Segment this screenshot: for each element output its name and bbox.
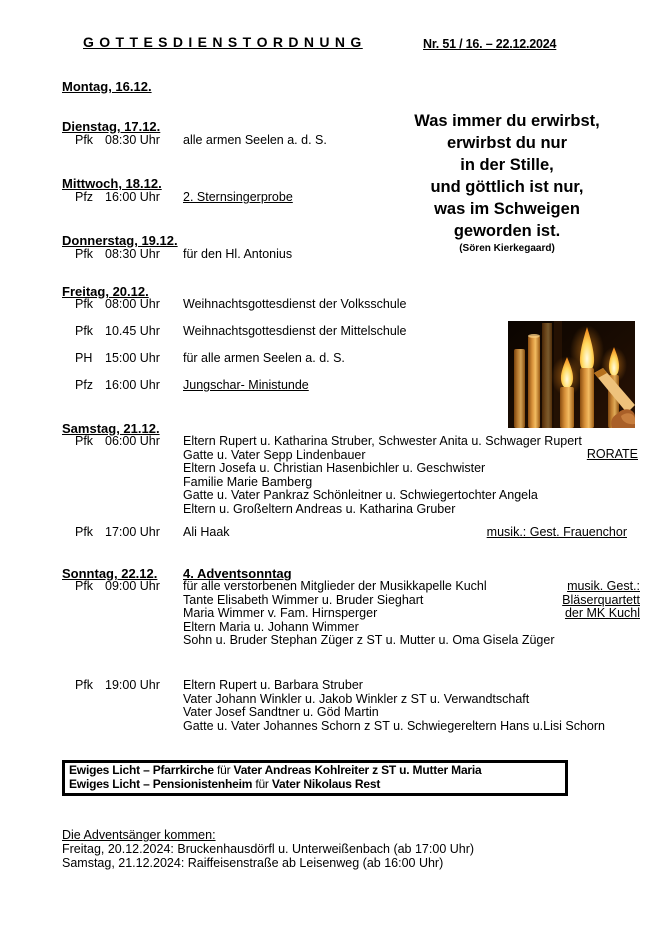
quote-line: in der Stille, (460, 156, 554, 174)
day-header-label: Sonntag, 22.12. (62, 566, 158, 581)
ewiges-licht-connector: für (252, 776, 272, 791)
place-code: Pfz (75, 378, 94, 392)
intention-line: Eltern Rupert u. Katharina Struber, Schwester Anita u. Schwager Rupert (183, 434, 582, 448)
service-time: 09:00 Uhr (105, 579, 160, 593)
intention-line: Weihnachtsgottesdienst der Mittelschule (183, 324, 407, 338)
service-time: 16:00 Uhr (105, 190, 160, 204)
intention-line: für alle armen Seelen a. d. S. (183, 351, 345, 365)
quote-attribution: (Sören Kierkegaard) (459, 243, 555, 254)
intention-line: Weihnachtsgottesdienst der Volksschule (183, 297, 407, 311)
note-rorate: RORATE (586, 447, 638, 461)
place-code: Pfk (75, 324, 94, 338)
quote-block (398, 110, 616, 256)
intention-line: Vater Josef Sandtner u. Göd Martin (183, 705, 379, 720)
service-time: 15:00 Uhr (105, 351, 160, 365)
intention-line: Eltern Josefa u. Christian Hasenbichler u. Geschwister (183, 461, 486, 476)
ewiges-licht-intention: Vater Andreas Kohlreiter z ST u. Mutter Maria (233, 763, 482, 777)
intention-line: Gatte u. Vater Sepp Lindenbauer (183, 447, 366, 462)
intention-line: Eltern u. Großeltern Andreas u. Katharina Gruber (183, 501, 456, 516)
place-code: Pfz (75, 190, 94, 204)
day-header-mittwoch: Mittwoch, 18.12. (62, 176, 162, 191)
ewiges-licht-intention: Vater Nikolaus Rest (271, 776, 381, 791)
intention-line: Vater Johann Winkler u. Jakob Winkler z ST u. Verwandtschaft (183, 691, 530, 706)
day-header-donnerstag: Donnerstag, 19.12. (62, 233, 178, 248)
page-title: G O T T E S D I E N S T O R D N U N G (83, 34, 363, 50)
service-time: 19:00 Uhr (105, 678, 160, 692)
intention-line: Tante Elisabeth Wimmer u. Bruder Sieghart (183, 592, 424, 607)
ewiges-licht-box (62, 760, 568, 796)
service-time: 08:00 Uhr (105, 297, 160, 311)
quote-line: erwirbst du nur (446, 134, 568, 152)
service-entry (75, 526, 230, 540)
quote-line: was im Schweigen (434, 200, 580, 218)
service-time: 08:30 Uhr (105, 133, 160, 147)
place-code: Pfk (75, 525, 94, 539)
day-subtitle-adventsonntag: 4. Adventsonntag (183, 566, 292, 581)
service-entry (75, 435, 582, 517)
service-entry (75, 679, 605, 733)
place-code: PH (75, 351, 93, 365)
intention-line: 2. Sternsingerprobe (183, 190, 293, 204)
intention-line: Jungschar- Ministunde (183, 378, 309, 392)
service-entry (75, 134, 327, 148)
intention-line: Eltern Rupert u. Barbara Struber (183, 678, 363, 692)
intention-line: für den Hl. Antonius (183, 247, 293, 261)
service-time: 08:30 Uhr (105, 247, 160, 261)
adventsaenger-section (62, 828, 474, 870)
ewiges-licht-line (69, 764, 561, 778)
note-music-gest: musik. Gest.: (567, 579, 640, 593)
place-code: Pfk (75, 133, 94, 147)
note-music-frauenchor: musik.: Gest. Frauenchor (486, 525, 627, 539)
ewiges-licht-connector: für (213, 763, 234, 777)
quote-line: und göttlich ist nur, (430, 178, 584, 196)
quote-line: geworden ist. (453, 222, 561, 240)
service-entry (75, 191, 293, 205)
day-header-montag: Montag, 16.12. (62, 79, 152, 94)
quote-line: Was immer du erwirbst, (414, 112, 600, 130)
place-code: Pfk (75, 247, 94, 261)
service-time: 06:00 Uhr (105, 434, 160, 448)
intention-line: für alle verstorbenen Mitglieder der Musikkapelle Kuchl (183, 579, 487, 593)
intention-line: Gatte u. Vater Johannes Schorn z ST u. Schwiegereltern Hans u.Lisi Schorn (183, 718, 605, 733)
note-blaeserquartett: Bläserquartett (562, 592, 640, 607)
ewiges-licht-lead: Ewiges Licht – Pensionistenheim (69, 776, 253, 791)
service-time: 16:00 Uhr (105, 378, 160, 392)
ewiges-licht-lead: Ewiges Licht – Pfarrkirche (69, 763, 214, 777)
intention-line: alle armen Seelen a. d. S. (183, 133, 327, 147)
intention-line: Gatte u. Vater Pankraz Schönleitner u. Schwiegertochter Angela (183, 488, 538, 503)
issue-number: Nr. 51 / 16. – 22.12.2024 (423, 37, 557, 51)
adventsaenger-line: Freitag, 20.12.2024: Bruckenhausdörfl u. Unterweißenbach (ab 17:00 Uhr) (62, 842, 475, 856)
service-entry (75, 248, 292, 262)
service-entry (75, 379, 309, 393)
intention-line: Maria Wimmer v. Fam. Hirnsperger (183, 606, 378, 621)
intention-line: Sohn u. Bruder Stephan Züger z ST u. Mutter u. Oma Gisela Züger (183, 633, 555, 648)
adventsaenger-heading: Die Adventsänger kommen: (62, 828, 216, 842)
place-code: Pfk (75, 434, 94, 448)
candles-photo (508, 321, 635, 428)
place-code: Pfk (75, 579, 94, 593)
service-time: 17:00 Uhr (105, 525, 160, 539)
note-mk-kuchl: der MK Kuchl (564, 606, 640, 620)
day-header-freitag: Freitag, 20.12. (62, 284, 149, 299)
service-entry (75, 325, 407, 339)
ewiges-licht-line (69, 778, 561, 792)
service-time: 10.45 Uhr (105, 324, 160, 338)
day-header-samstag: Samstag, 21.12. (62, 421, 160, 436)
intention-line: Eltern Maria u. Johann Wimmer (183, 619, 359, 634)
service-entry (75, 580, 554, 648)
day-header-dienstag: Dienstag, 17.12. (62, 119, 161, 134)
service-entry (75, 352, 345, 366)
place-code: Pfk (75, 297, 94, 311)
place-code: Pfk (75, 678, 94, 692)
intention-line: Familie Marie Bamberg (183, 474, 313, 489)
service-entry (75, 298, 407, 312)
adventsaenger-line: Samstag, 21.12.2024: Raiffeisenstraße ab Leisenweg (ab 16:00 Uhr) (62, 856, 444, 870)
intention-line: Ali Haak (183, 525, 230, 539)
